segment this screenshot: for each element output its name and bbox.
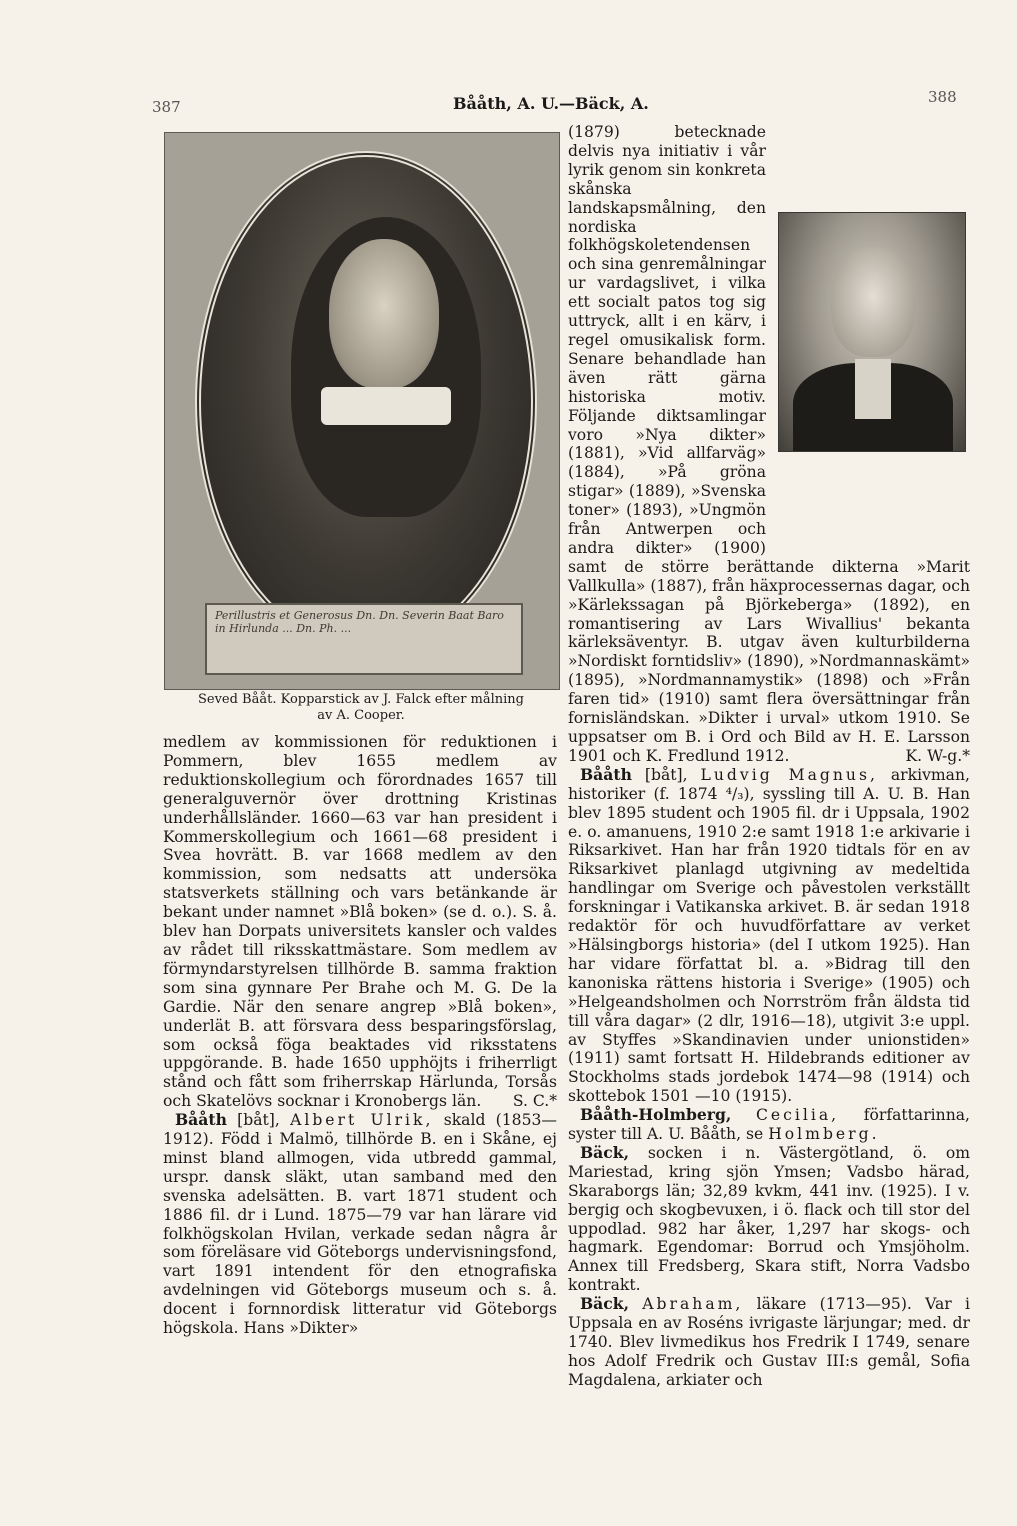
headword: Bååth — [175, 1110, 227, 1130]
entry-text-baat-continued: medlem av kommissionen för reduktionen i Pommern, blev 1655 medlem av reduktionskollegium och förordnades 1657 till generalguvernör över drottning Kristinas underhållsländer. 1660—63 var han president i Kommerskollegium och 1661—68 president i Svea hovrätt. B. var 1668 medlem av den kommission, som nedsatts att undersöka statsverkets ställning och vars betänkande är bekant under namnet »Blå boken» (se d. o.). S. å. blev han Dorpats universitets kansler och valdes av rådet till riksskattmästare. Som medlem av förmyndarstyrelsen tillhörde B. samma fraktion som sina gynnare Per Brahe och M. G. De la Gardie. När den senare angrep »Blå boken», underlät B. att försvara dess besparingsförslag, som också föga beaktades vid riksstatens uppgörande. B. hade 1650 upphöjts i friherrligt stånd och fått som friherrskap Härlunda, Torsås och Skatelövs socknar i Kronobergs län. S. C.* — [163, 733, 557, 1111]
photo-wrap-space — [772, 209, 970, 539]
entry-back-abraham: Bäck, Abraham, läkare (1713—95). Var i Uppsala en av Roséns ivrigaste lärjungar; med. dr 1740. Blev livmedikus hos Fredrik I 1749, senare hos Adolf Fredrik och Gustav III:s gemål, Sofia Magdalena, arkiater och — [568, 1294, 970, 1389]
portrait-face — [329, 239, 439, 389]
person-name: Abraham, — [642, 1295, 744, 1314]
running-title: Bååth, A. U.—Bäck, A. — [453, 94, 649, 113]
page-header — [0, 88, 1017, 118]
person-name: Albert Ulrik, — [290, 1111, 434, 1130]
figure-caption — [164, 692, 558, 724]
caption-line-2: av A. Cooper. — [317, 708, 405, 723]
page-number-left: 387 — [152, 98, 181, 116]
headword: Bäck, — [580, 1294, 630, 1314]
engraving-plaque: Perillustris et Generosus Dn. Dn. Severin Baat Baro in Hirlunda ... Dn. Ph. ... — [205, 603, 523, 675]
headword: Bäck, — [580, 1142, 630, 1162]
person-name: Cecilia, — [755, 1106, 840, 1125]
portrait-engraving-seved-baat — [164, 132, 560, 690]
entry-back-socken: Bäck, socken i n. Västergötland, ö. om Mariestad, kring sjön Ymsen; Vadsbo härad, Skaraborgs län; 32,89 kvkm, 441 inv. (1925). I v. bergig och skogbevuxen, i ö. flack och till stor del uppodlad. 982 har åker, 1,297 har skogs- och hagmark. Egendomar: Borrud och Ymsjöholm. Annex till Fredsberg, Skara stift, Norra Vadsbo kontrakt. — [568, 1142, 970, 1295]
person-name: Ludvig Magnus, — [700, 765, 878, 784]
caption-line-1: Seved Bååt. Kopparstick av J. Falck efter målning — [197, 692, 525, 707]
portrait-collar — [321, 387, 451, 425]
left-column — [163, 733, 557, 1338]
entry-albert-ulrik-baath: Bååth [båt], Albert Ulrik, skald (1853—1912). Född i Malmö, tillhörde B. en i Skåne, ej minst bland allmogen, vida utbredd gammal, urspr. dansk släkt, utan samband med den svenska adelsätten. B. vart 1871 student och 1886 fil. dr i Lund. 1875—79 var han lärare vid folkhögskolan Hvilan, verkade sedan några år som föreläsare vid Göteborgs undervisningsfond, vart 1891 intendent för den etnografiska avdelningen vid Göteborgs museum och s. å. docent i fornnordisk litteratur vid Göteborgs högskola. Hans »Dikter» — [163, 1110, 558, 1338]
page-number-right: 388 — [928, 88, 957, 106]
cross-reference: Holmberg. — [768, 1125, 880, 1144]
entry-baath-holmberg: Bååth-Holmberg, Cecilia, författarinna, syster till A. U. Bååth, se Holmberg. — [568, 1105, 970, 1144]
oval-frame — [195, 151, 537, 653]
signature: K. W-g.* — [905, 746, 970, 765]
signature: S. C.* — [512, 1092, 557, 1111]
entry-text-albert-continued: (1879) betecknade delvis nya initiativ i vår lyrik genom sin konkreta skånska landskapsmålning, den nordiska folkhögskoletendensen och sina genremålningar ur vardagslivet, i vilka ett socialt patos tog sig uttryck, allt i en kärv, i regel omusikalisk form. Senare behandlade han även rätt gärna historiska motiv. Följande diktsamlingar voro »Nya dikter» (1881), »Vid allfarväg» (1884), »På gröna stigar» (1889), »Svenska toner» (1893), »Ungmön från Antwerpen och andra dikter» (1900) samt de större berättande dikterna »Marit Vallkulla» (1887), från häxprocessernas dagar, och »Kärlekssagan på Björkeberga» (1892), en romantisering av Lars Wivallius' bekanta kärleksäventyr. B. utgav även kulturbilderna »Nordiskt forntidsliv» (1890), »Nordmannaskämt» (1895), »Nordmannamystik» (1898) och »Från faren tid» (1910) samt flera översättningar från fornisländskan. »Dikter i urval» utkom 1910. Se uppsatser om B. i Ord och Bild av H. E. Larsson 1901 och K. Fredlund 1912. K. W-g.* — [568, 123, 970, 765]
right-column — [568, 123, 970, 1390]
headword: Bååth — [580, 764, 632, 784]
entry-ludvig-magnus-baath: Bååth [båt], Ludvig Magnus, arkivman, historiker (f. 1874 ⁴/₃), syssling till A. U. B. Han blev 1895 student och 1905 fil. dr i Uppsala, 1902 e. o. amanuens, 1910 2:e samt 1918 1:e arkivarie i Riksarkivet. Han har från 1920 tidtals för en av Riksarkivet planlagd utgivning av medeltida handlingar om Sverige och påvestolen verkställt forskningar i Vatikanska arkivet. B. är sedan 1918 redaktör för och huvudförfattare av verket »Hälsingborgs historia» (del I utkom 1925). Han har vidare författat bl. a. »Bidrag till den kanoniska rättens historia i Sverige» (1905) och »Helgeandsholmen och Norrström från äldsta tid till våra dagar» (2 dlr, 1916—18), utgivit 3:e uppl. av Styffes »Skandinavien under unionstiden» (1911) samt fortsatt H. Hildebrands editioner av Stockholms stads jordebok 1474—98 (1914) och skottebok 1501 —10 (1915). — [568, 764, 970, 1106]
headword: Bååth-Holmberg, — [580, 1105, 732, 1125]
